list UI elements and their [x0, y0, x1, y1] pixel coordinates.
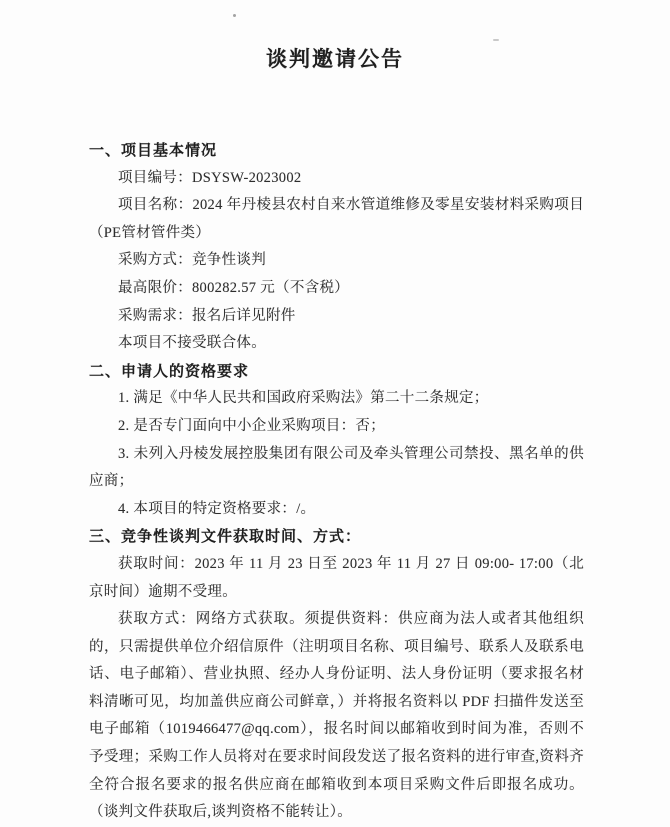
section-document-acquisition: [89, 523, 584, 827]
section-heading-1: 一、项目基本情况: [89, 142, 218, 159]
paragraph-procurement-demand: 采购需求：报名后详见附件: [118, 307, 296, 324]
paragraph-qualification-1: 1. 满足《中华人民共和国政府采购法》第二十二条规定；: [118, 390, 489, 407]
section-heading-3: 三、竞争性谈判文件获取时间、方式：: [89, 528, 362, 546]
section-heading-2: 二、申请人的资格要求: [89, 362, 250, 380]
paragraph-project-number: 项目编号：DSYSW-2023002: [118, 169, 302, 186]
paragraph-qualification-3: 3. 未列入丹棱发展控股集团有限公司及牵头管理公司禁投、黑名单的供应商；: [89, 445, 584, 490]
paragraph-project-name: 项目名称：2024 年丹棱县农村自来水管道维修及零星安装材料采购项目（PE管材管件类）: [89, 197, 584, 241]
paragraph-no-consortium: 本项目不接受联合体。: [118, 335, 266, 352]
paragraph-acquisition-time: 获取时间：2023 年 11 月 23 日至 2023 年 11 月 27 日 09:00- 17:00（北京时间）逾期不受理。: [89, 555, 584, 600]
paragraph-qualification-2: 2. 是否专门面向中小企业采购项目：否；: [118, 417, 385, 434]
paragraph-max-price: 最高限价：800282.57 元（不含税）: [118, 279, 350, 296]
paragraph-procurement-method: 采购方式：竞争性谈判: [118, 252, 266, 269]
section-applicant-qualifications: [89, 358, 584, 524]
document-body: [89, 137, 584, 827]
document-title: 谈判邀请公告: [266, 47, 404, 71]
paragraph-acquisition-method: 获取方式：网络方式获取。须提供资料：供应商为法人或者其他组织的，只需提供单位介绍信原件（注明项目名称、项目编号、联系人及联系电话、电子邮箱）、营业执照、经办人身份证明、法人身份证明（要求报名材料清晰可见，均加盖供应商公司鲜章，）并将报名资料以 PDF 扫描件发送至电子邮箱（1019466477@qq.com），报名时间以邮箱收到时间为准，否则不予受理；采购工作人员将对在要求时间段发送了报名资料的进行审查,资料齐全符合报名要求的报名供应商在邮箱收到本项目采购文件后即报名成功。（谈判文件获取后,谈判资格不能转让）。: [89, 611, 584, 821]
paragraph-qualification-4: 4. 本项目的特定资格要求：/。: [118, 500, 316, 517]
section-project-basic-info: [89, 137, 584, 358]
